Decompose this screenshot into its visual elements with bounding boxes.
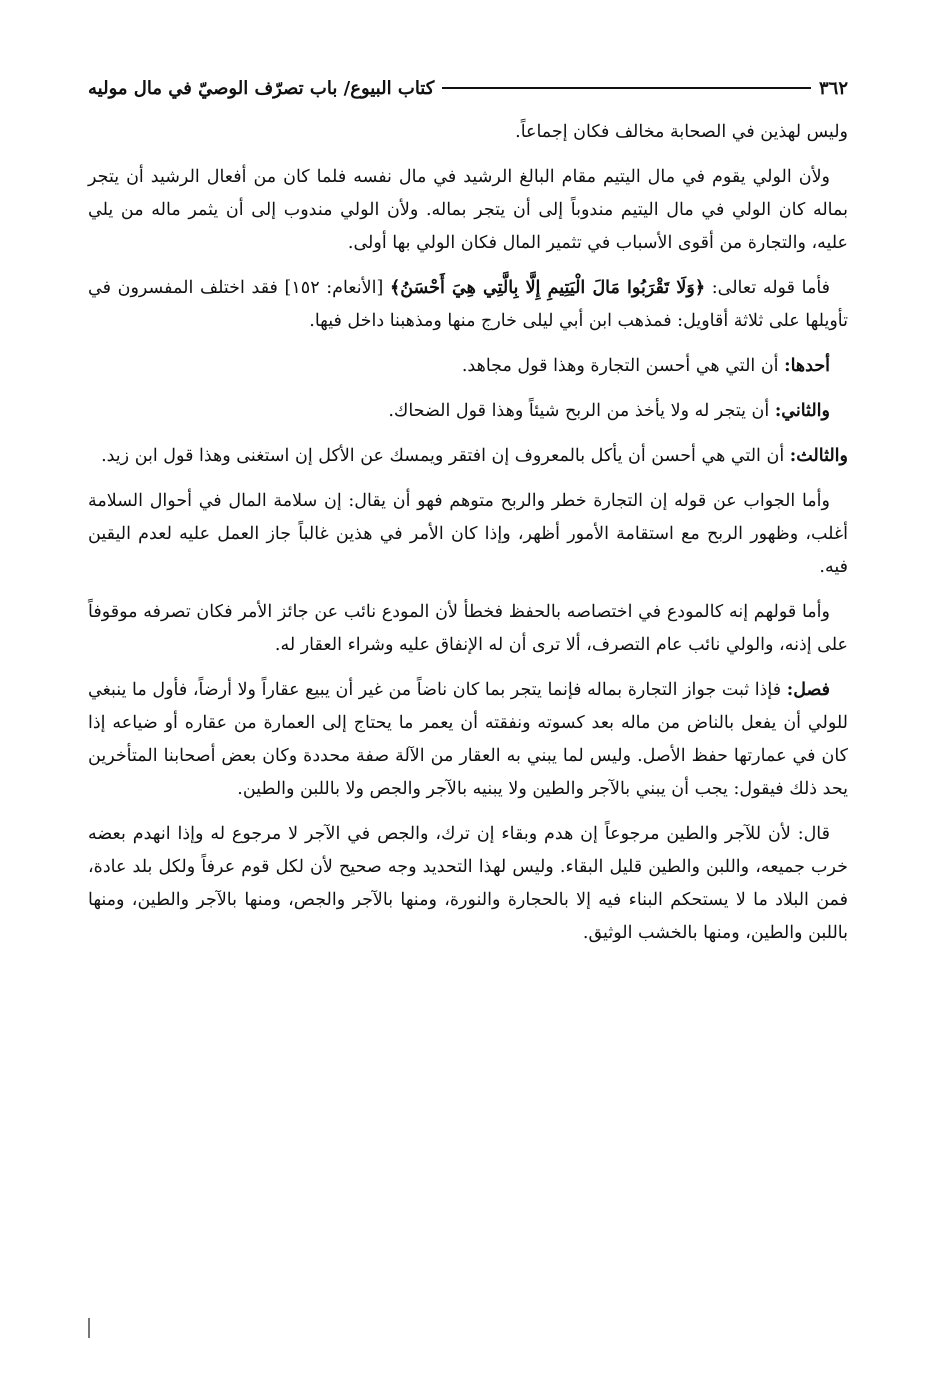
header-rule — [442, 87, 811, 89]
paragraph — [88, 161, 848, 260]
paragraph-text: فأما قوله تعالى: — [705, 278, 831, 298]
paragraph-text: أن يتجر له ولا يأخذ من الربح شيئاً وهذا قول الضحاك. — [388, 401, 775, 421]
paragraph — [88, 395, 848, 428]
paragraph — [88, 440, 848, 473]
paragraph-text: أن التي هي أحسن أن يأكل بالمعروف إن افتقر ويمسك عن الأكل إن استغنى وهذا قول ابن زيد. — [101, 446, 790, 466]
paragraph — [88, 485, 848, 584]
margin-mark — [88, 1318, 90, 1338]
paragraph-text: قال: لأن للآجر والطين مرجوعاً إن هدم وبقاء إن ترك، والجص في الآجر لا مرجوع له وإذا انهدم بعضه خرب جميعه، واللبن والطين قليل البقاء. وليس لهذا التحديد وجه صحيح لأن لكل قوم عرفاً ولكل بلد عادة، فمن البلاد ما لا يستحكم البناء فيه إلا بالحجارة والنورة، ومنها بالآجر والجص، ومنها بالآجر والطين، ومنها باللبن والطين، ومنها بالخشب الوثيق. — [88, 824, 848, 943]
running-header — [88, 66, 848, 110]
paragraph-text: [الأنعام: ١٥٢] فقد اختلف المفسرون في تأويلها على ثلاثة أقاويل: فمذهب ابن أبي ليلى خارج منها ومذهبنا داخل فيها. — [88, 278, 848, 331]
paragraph-text: وليس لهذين في الصحابة مخالف فكان إجماعاً. — [515, 122, 848, 142]
section-heading: فصل: — [786, 680, 830, 700]
paragraph — [88, 116, 848, 149]
paragraph-lead: والثالث: — [789, 446, 848, 466]
paragraph — [88, 818, 848, 950]
paragraph — [88, 350, 848, 383]
paragraph-text: ولأن الولي يقوم في مال اليتيم مقام البالغ الرشيد في مال نفسه فلما كان من أفعال الرشيد أن يتجر بماله كان الولي في مال اليتيم مندوباً إلى أن يتجر بماله. ولأن الولي مندوب إلى أن يثمر ماله من يلي عليه، والتجارة من أقوى الأسباب في تثمير المال فكان الولي بها أولى. — [88, 167, 848, 253]
paragraph — [88, 596, 848, 662]
paragraph — [88, 674, 848, 806]
book-page — [88, 66, 848, 962]
quran-verse: ﴿وَلَا تَقْرَبُوا مَالَ الْيَتِيمِ إِلَّا بِالَّتِي هِيَ أَحْسَنُ﴾ — [389, 278, 706, 298]
page-number: ٣٦٢ — [818, 77, 848, 99]
paragraph-text: وأما الجواب عن قوله إن التجارة خطر والربح متوهم فهو أن يقال: إن سلامة المال في أحوال السلامة أغلب، وظهور الربح مع استقامة الأمور أظهر، وإذا كان الأمر في هذين غالباً جاز العمل عليه لعدم اليقين فيه. — [88, 491, 848, 577]
paragraph-text: وأما قولهم إنه كالمودع في اختصاصه بالحفظ فخطأ لأن المودع نائب عن جائز الأمر فكان تصرفه موقوفاً على إذنه، والولي نائب عام التصرف، ألا ترى أن له الإنفاق عليه وشراء العقار له. — [88, 602, 848, 655]
paragraph-lead: أحدها: — [784, 356, 830, 376]
paragraph — [88, 272, 848, 338]
chapter-title: كتاب البيوع/ باب تصرّف الوصيّ في مال موليه — [88, 77, 435, 99]
paragraph-text: أن التي هي أحسن التجارة وهذا قول مجاهد. — [461, 356, 785, 376]
paragraph-lead: والثاني: — [774, 401, 830, 421]
page-body — [88, 116, 848, 950]
paragraph-text: فإذا ثبت جواز التجارة بماله فإنما يتجر بما كان ناضاً من غير أن يبيع عقاراً ولا أرضاً، فأول ما ينبغي للولي أن يفعل بالناض من ماله بعد كسوته ونفقته أن يعمر ما يحتاج إلى العمارة من عقاره أو ضياعه إذا كان في عمارتها حفظ الأصل. وليس لما يبني به العقار من الآلة صفة محددة وكان بعض أصحابنا المتأخرين يحد ذلك فيقول: يجب أن يبني بالآجر والطين ولا يبنيه بالآجر والجص ولا باللبن والطين. — [88, 680, 848, 799]
